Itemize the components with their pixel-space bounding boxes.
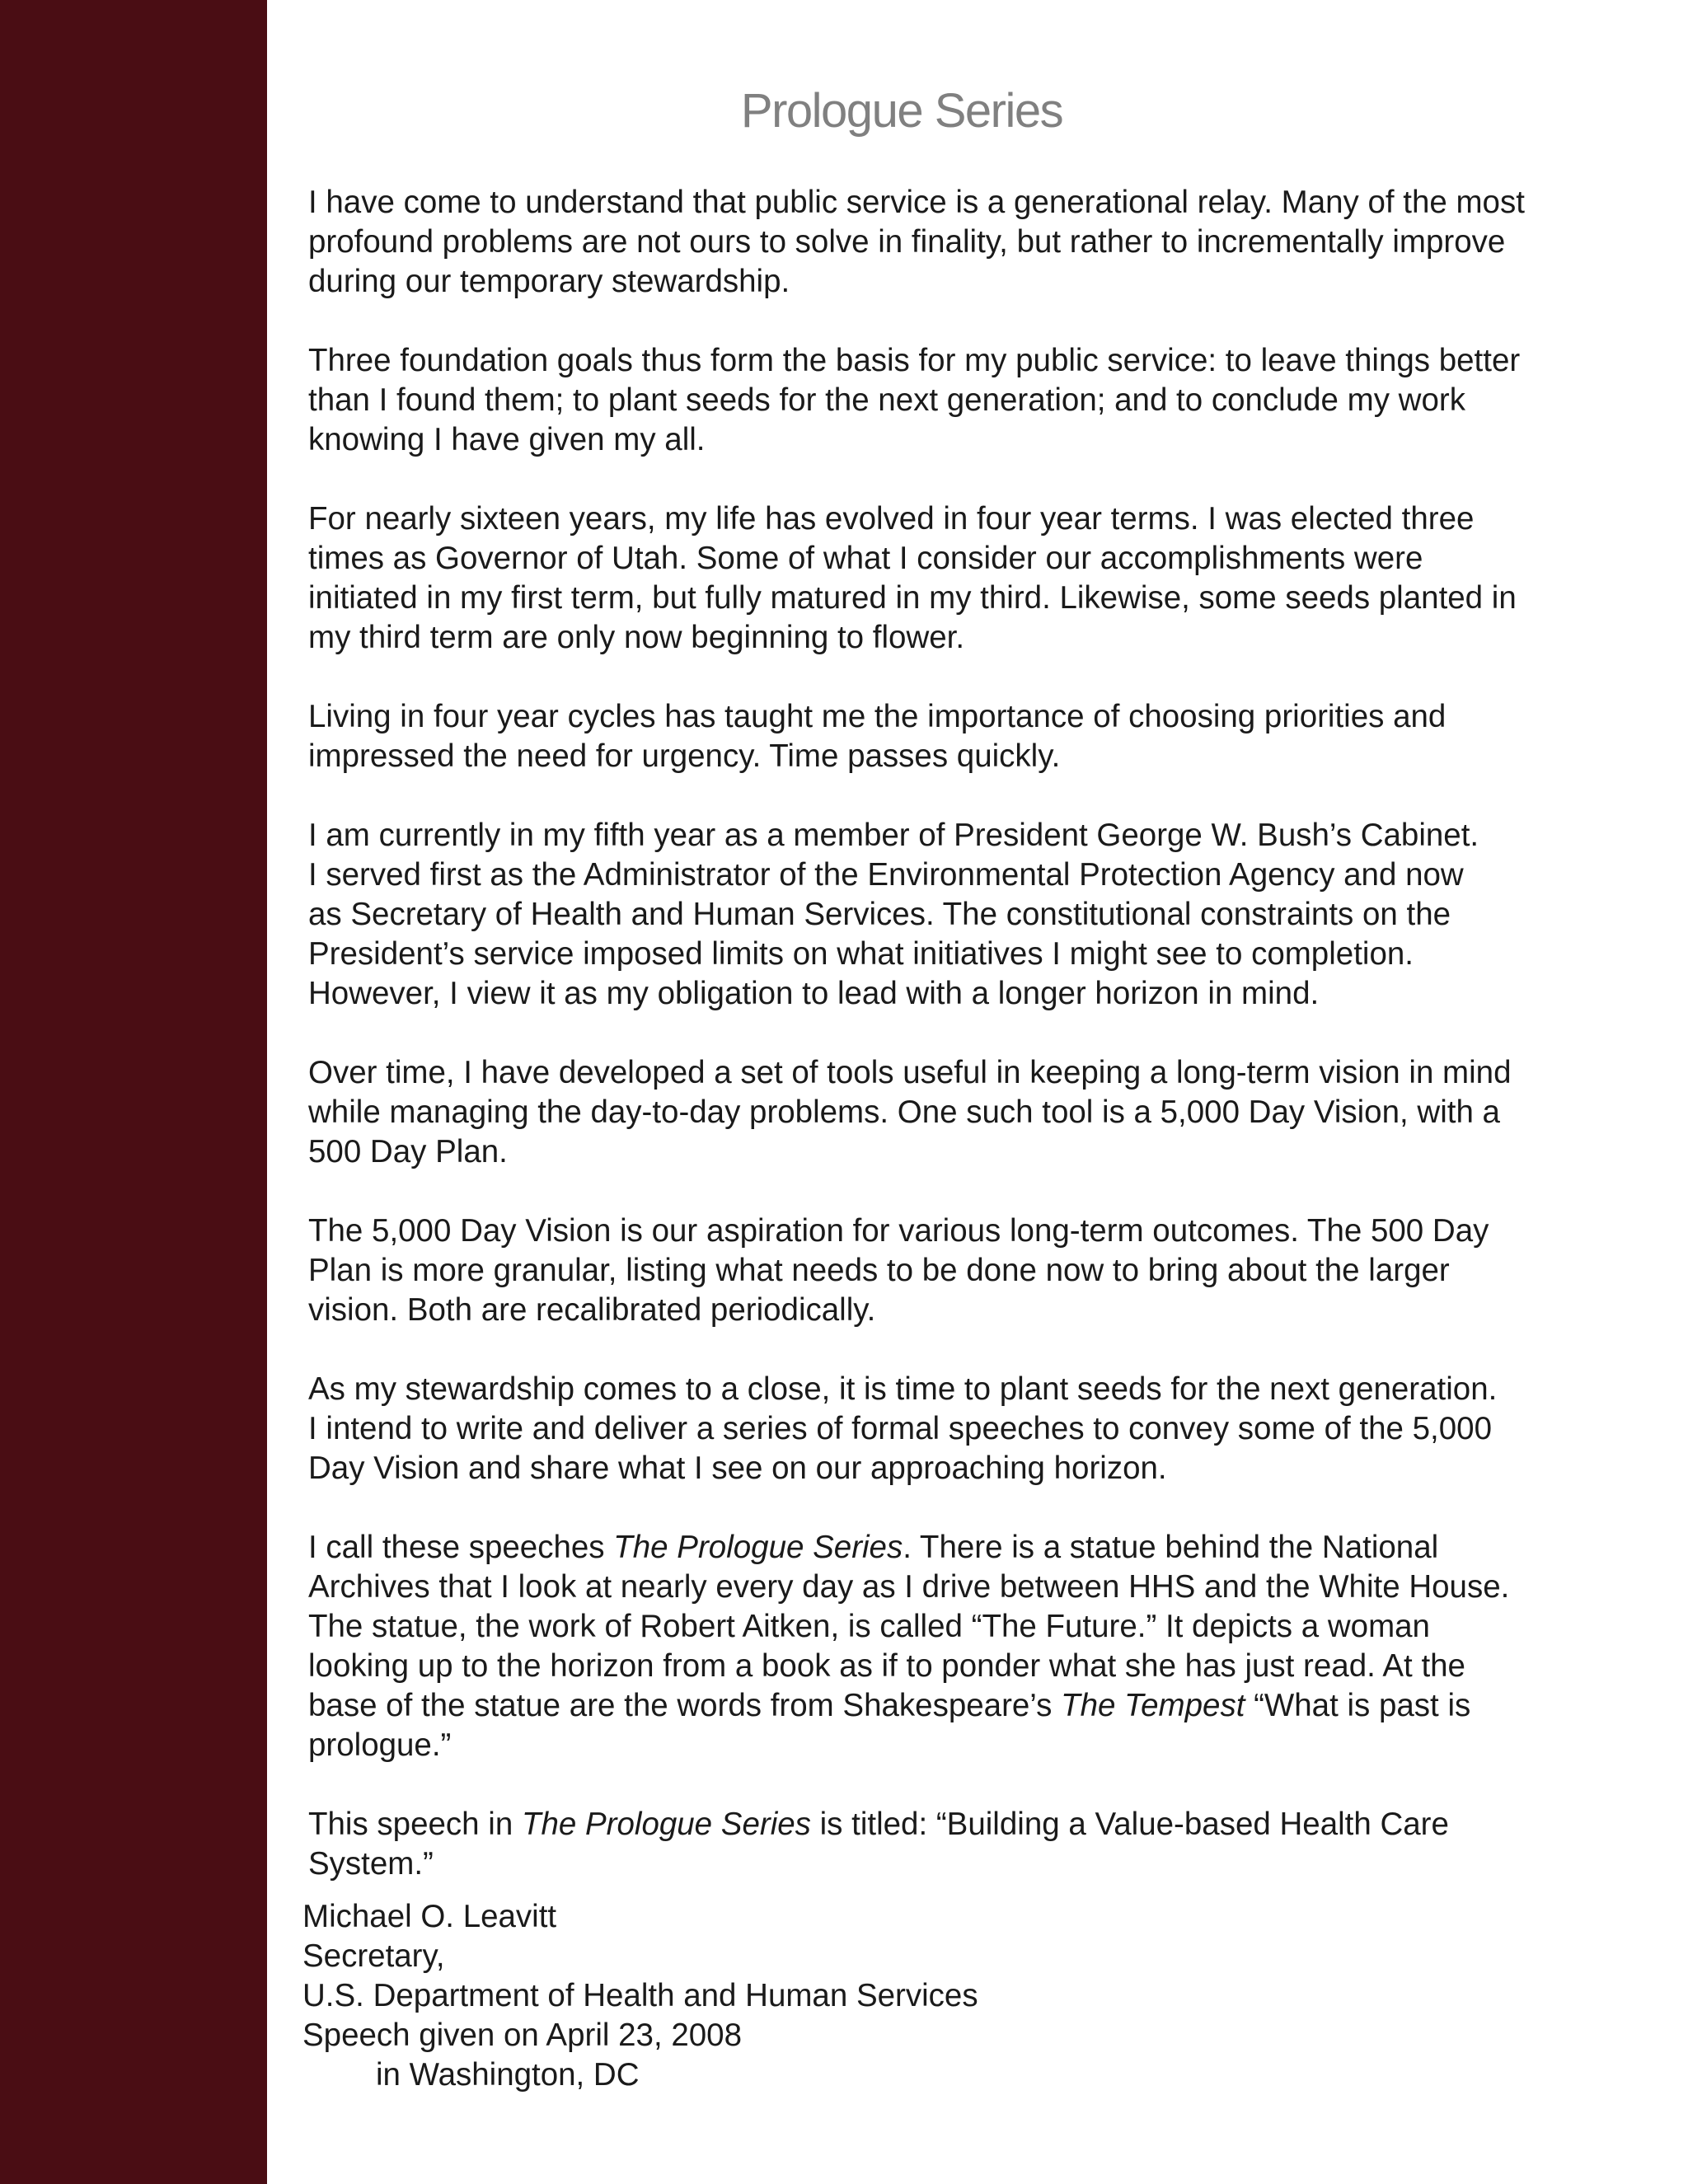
text-run: This speech in (308, 1807, 522, 1842)
text-line: However, I view it as my obligation to lead with a longer horizon in mind. (308, 976, 1320, 1011)
text-line: as Secretary of Health and Human Services. The constitutional constraints on the (308, 897, 1451, 932)
text-line: I am currently in my fifth year as a member of President George W. Bush’s Cabinet. (308, 818, 1479, 853)
text-run: . There is a statue behind the National (903, 1530, 1439, 1565)
text-line: President’s service imposed limits on what initiatives I might see to completion. (308, 936, 1414, 972)
text-line: profound problems are not ours to solve in finality, but rather to incrementally improve (308, 224, 1506, 260)
paragraph-8 (308, 1370, 1594, 1488)
paragraph-7 (308, 1212, 1594, 1330)
italic-title: The Tempest (1061, 1688, 1245, 1723)
text-line: As my stewardship comes to a close, it is time to plant seeds for the next generation. (308, 1371, 1498, 1407)
signature-name: Michael O. Leavitt (302, 1899, 557, 1934)
paragraph-1 (308, 183, 1594, 302)
text-line: Day Vision and share what I see on our approaching horizon. (308, 1451, 1167, 1486)
text-line: Three foundation goals thus form the basis for my public service: to leave things better (308, 343, 1521, 378)
paragraph-prologue (308, 1528, 1594, 1765)
text-run: base of the statue are the words from Shakespeare’s (308, 1688, 1062, 1723)
text-line (308, 1686, 1594, 1726)
paragraph-6 (308, 1053, 1594, 1172)
text-run: is titled: “Building a Value-based Health Care (810, 1807, 1449, 1842)
text-line: System.” (308, 1846, 434, 1882)
text-line: Archives that I look at nearly every day as I drive between HHS and the White House. (308, 1569, 1510, 1605)
document-body (308, 183, 1594, 1884)
text-line: looking up to the horizon from a book as if to ponder what she has just read. At the (308, 1648, 1465, 1684)
italic-title: The Prologue Series (613, 1530, 903, 1565)
text-line: times as Governor of Utah. Some of what I consider our accomplishments were (308, 541, 1423, 576)
page-title: Prologue Series (740, 84, 1063, 138)
text-line: prologue.” (308, 1727, 452, 1763)
text-line: 500 Day Plan. (308, 1134, 508, 1169)
text-line: my third term are only now beginning to flower. (308, 620, 965, 655)
text-line: I have come to understand that public service is a generational relay. Many of the most (308, 185, 1525, 220)
signature-department: U.S. Department of Health and Human Services (302, 1978, 978, 2013)
text-run: “What is past is (1245, 1688, 1471, 1723)
sidebar-band (0, 0, 267, 2184)
text-line (308, 1805, 1594, 1844)
text-line: vision. Both are recalibrated periodically. (308, 1292, 876, 1328)
text-line: while managing the day-to-day problems. One such tool is a 5,000 Day Vision, with a (308, 1094, 1500, 1130)
text-run: I call these speeches (308, 1530, 614, 1565)
signature-role: Secretary, (302, 1938, 445, 1974)
paragraph-3 (308, 499, 1594, 658)
paragraph-5 (308, 816, 1594, 1014)
paragraph-4 (308, 697, 1594, 776)
signature-block (302, 1897, 1456, 2095)
text-line: impressed the need for urgency. Time passes quickly. (308, 738, 1061, 774)
text-line: initiated in my first term, but fully matured in my third. Likewise, some seeds planted in (308, 580, 1517, 616)
paragraph-speech-title (308, 1805, 1594, 1884)
signature-location: in Washington, DC (376, 2057, 640, 2093)
text-line: For nearly sixteen years, my life has evolved in four year terms. I was elected three (308, 501, 1475, 537)
text-line: Living in four year cycles has taught me the importance of choosing priorities and (308, 699, 1447, 734)
document-page (302, 0, 1594, 2184)
text-line: than I found them; to plant seeds for the next generation; and to conclude my work (308, 382, 1465, 418)
paragraph-2 (308, 341, 1594, 460)
text-line: Over time, I have developed a set of tools useful in keeping a long-term vision in mind (308, 1055, 1512, 1090)
text-line: Plan is more granular, listing what needs to be done now to bring about the larger (308, 1253, 1450, 1288)
text-line: during our temporary stewardship. (308, 264, 790, 299)
text-line (308, 1528, 1594, 1568)
text-line: knowing I have given my all. (308, 422, 706, 457)
italic-title: The Prologue Series (521, 1807, 811, 1842)
text-line: I intend to write and deliver a series of formal speeches to convey some of the 5,000 (308, 1411, 1492, 1446)
text-line: The statue, the work of Robert Aitken, is called “The Future.” It depicts a woman (308, 1609, 1430, 1644)
text-line: I served first as the Administrator of the Environmental Protection Agency and now (308, 857, 1464, 893)
signature-date: Speech given on April 23, 2008 (302, 2018, 742, 2053)
text-line: The 5,000 Day Vision is our aspiration for various long-term outcomes. The 500 Day (308, 1213, 1489, 1249)
